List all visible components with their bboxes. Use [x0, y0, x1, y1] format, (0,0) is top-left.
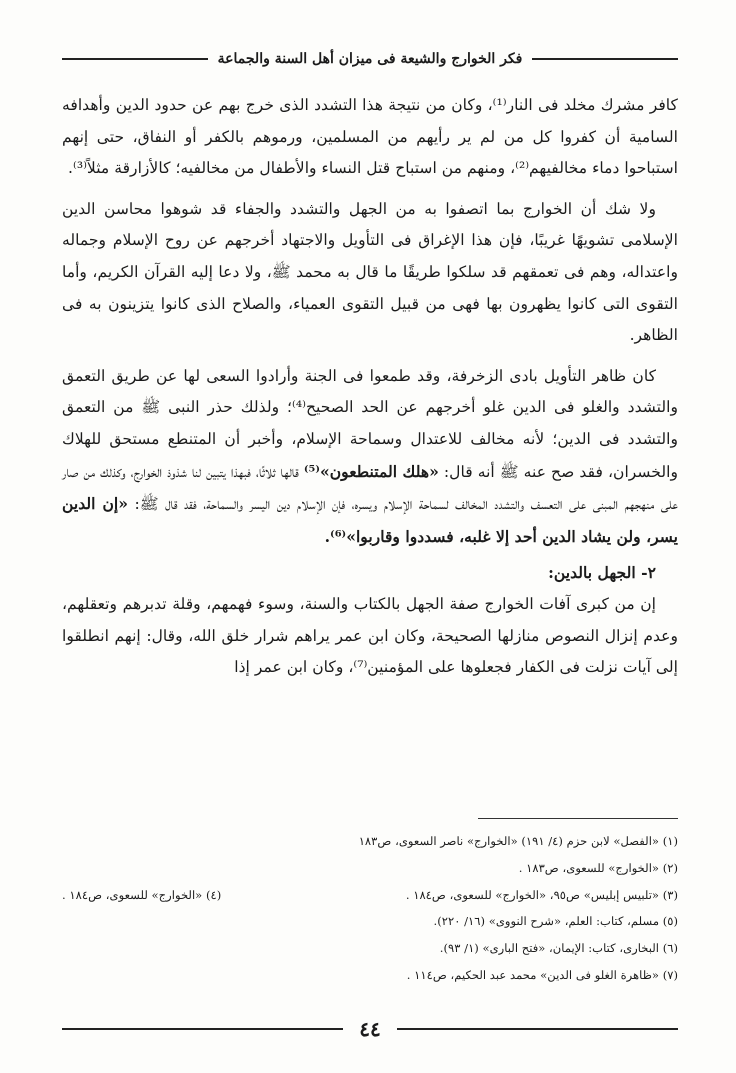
header-rule-right	[532, 58, 678, 60]
footnote-2: (٢) «الخوارج» للسعوى، ص١٨٣ .	[518, 860, 678, 875]
footnotes	[62, 828, 678, 989]
page-footer	[62, 1016, 678, 1042]
hadith-quote-2: «إن الدين يسر، ولن يشاد الدين أحد إلا غلبه، فسددوا وقاربوا»⁽⁶⁾.	[62, 494, 678, 546]
footer-rule-right	[397, 1028, 678, 1030]
footnote-4: (٤) «الخوارج» للسعوى، ص١٨٤ .	[62, 887, 222, 902]
paragraph-4: إن من كبرى آفات الخوارج صفة الجهل بالكتاب والسنة، وسوء فهمهم، وقلة تدبرهم وتعقلهم، وعدم إنزال النصوص منازلها الصحيحة، وكان ابن عمر يراهم شرار خلق الله، وقال: إنهم انطلقوا إلى آيات نزلت فى الكفار فجعلوها على المؤمنين⁽⁷⁾، وكان ابن عمر إذا	[62, 594, 678, 677]
footnote-line-3	[62, 882, 678, 909]
paragraph-3-text-a: كان ظاهر التأويل بادى الزخرفة، وقد طمعوا فى الجنة وأرادوا السعى لها عن طريق التعمق والتشدد والغلو فى الدين غلو أخرجهم عن الحد الصحيح⁽⁴⁾؛ ولذلك حذر النبى ﷺ من التعمق والتشدد فى الدين؛ لأنه مخالف للاعتدال وسماحة الإسلام، وأخبر أن المتنطع مستحق للهلاك والخسران، فقد صح عنه ﷺ أنه قال:	[62, 366, 678, 481]
header-rule-left	[62, 58, 208, 60]
page-number: ٤٤	[359, 1017, 381, 1041]
main-text	[62, 90, 678, 684]
footnote-7: (٧) «ظاهرة الغلو فى الدين» محمد عبد الحكيم، ص١١٤ .	[406, 967, 678, 982]
header-title: فكر الخوارج والشيعة فى ميزان أهل السنة والجماعة	[217, 51, 523, 67]
paragraph-3-text-b: قالها ثلاثًا، فبهذا يتبين لنا شذوذ الخوارج، وكذلك من صار على منهجهم المبنى على التعسف والتشدد المخالف لسماحة الإسلام ويسره، فإن الإسلام دين اليسر والسماحة، فقد قال ﷺ:	[62, 462, 678, 514]
paragraph-3	[62, 361, 678, 554]
footnote-3: (٣) «تلبيس إبليس» ص٩٥، «الخوارج» للسعوى، ص١٨٤ .	[405, 887, 678, 902]
footnote-6: (٦) البخارى، كتاب: الإيمان، «فتح البارى» (١/ ٩٣).	[439, 941, 678, 956]
hadith-quote-1: «هلك المتنطعون»⁽⁵⁾	[303, 461, 439, 481]
footnote-1: (١) «الفصل» لابن حزم (٤/ ١٩١) «الخوارج» ناصر السعوى، ص١٨٣	[358, 834, 678, 848]
section-heading: ٢- الجهل بالدين:	[548, 563, 656, 583]
paragraph-1: كافر مشرك مخلد فى النار⁽¹⁾، وكان من نتيجة هذا التشدد الذى خرج بهم عن حدود الدين وأهدافه السامية أن كفروا كل من لم ير رأيهم من المسلمين، ورموهم بالكفر أو النفاق، حتى إنهم استباحوا دماء مخالفيهم⁽²⁾، ومنهم من استباح قتل النساء والأطفال من مخالفيه؛ كالأزارقة مثلاً⁽³⁾.	[62, 96, 678, 178]
running-header	[62, 46, 678, 72]
footnote-separator	[478, 818, 678, 819]
footnote-5: (٥) مسلم، كتاب: العلم، «شرح النووى» (١٦/ ٢٢٠).	[433, 914, 678, 929]
footer-rule-left	[62, 1028, 343, 1030]
paragraph-2: ولا شك أن الخوارج بما اتصفوا به من الجهل والتشدد والجفاء قد شوهوا محاسن الدين الإسلامى تشويهًا غريبًا، فإن هذا الإغراق فى التأويل والاجتهاد أخرجهم عن روح الإسلام وجماله واعتداله، وهم فى تعمقهم قد سلكوا طريقًا ما قال به محمد ﷺ، ولا دعا إليه القرآن الكريم، وأما التقوى التى كانوا يظهرون بها فهى من قبيل التقوى العمياء، والصلاح الذى كانوا يتزينون به فى الظاهر.	[62, 199, 678, 345]
